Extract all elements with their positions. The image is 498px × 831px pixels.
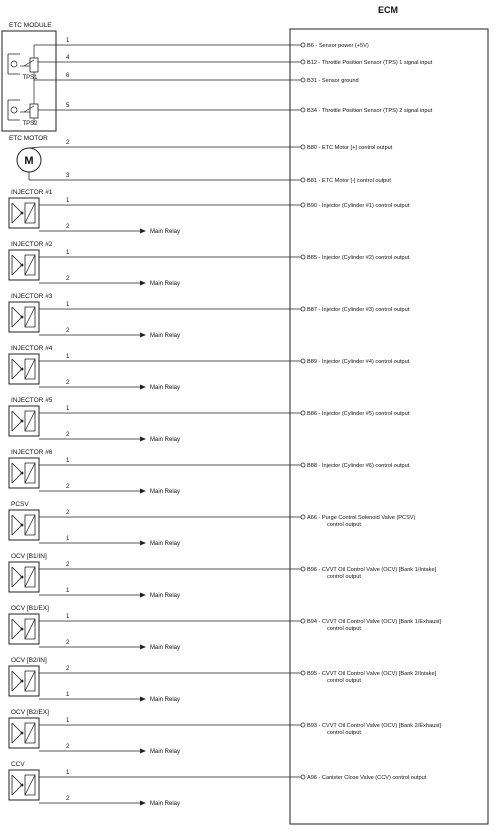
etc-pin: 4 bbox=[66, 55, 70, 61]
etc-module bbox=[2, 22, 433, 131]
solenoid-icon bbox=[9, 510, 39, 540]
ecm-pin-label-cont: control output bbox=[327, 730, 361, 736]
ecm-pin-label: B85 - Injector (Cylinder #2) control output bbox=[307, 255, 410, 261]
solenoid-icon bbox=[9, 250, 39, 280]
solenoid-components bbox=[9, 189, 442, 807]
component-10 bbox=[9, 657, 437, 703]
component-pin: 2 bbox=[66, 328, 70, 334]
component-pin: 1 bbox=[66, 536, 70, 542]
component-pin: 1 bbox=[66, 614, 70, 620]
component-pin: 1 bbox=[66, 198, 70, 204]
component-pin: 2 bbox=[66, 796, 70, 802]
ecm-pin-label: B89 - Injector (Cylinder #4) control output bbox=[307, 359, 410, 365]
component-title: OCV [B1/IN] bbox=[11, 553, 47, 560]
ecm-pin-label: B86 - Injector (Cylinder #5) control output bbox=[307, 411, 410, 417]
ecm-pin-label-cont: control output bbox=[327, 678, 361, 684]
etc-motor bbox=[9, 135, 393, 184]
component-title: INJECTOR #3 bbox=[11, 293, 53, 300]
etc-module-box bbox=[2, 31, 56, 131]
solenoid-icon bbox=[9, 770, 39, 800]
component-title: CCV bbox=[11, 761, 25, 768]
main-relay-label: Main Relay bbox=[150, 801, 181, 807]
etc-pin: 1 bbox=[66, 38, 70, 44]
ecm-pin-label: B93 - CVVT Oil Control Valve (OCV) [Bank 2/Exhaust] bbox=[307, 723, 442, 729]
component-pin: 1 bbox=[66, 692, 70, 698]
component-11 bbox=[9, 709, 442, 755]
component-title: INJECTOR #2 bbox=[11, 241, 53, 248]
component-pin: 1 bbox=[66, 302, 70, 308]
component-pin: 2 bbox=[66, 276, 70, 282]
component-4 bbox=[9, 345, 410, 391]
component-pin: 2 bbox=[66, 432, 70, 438]
component-9 bbox=[9, 605, 442, 651]
component-title: PCSV bbox=[11, 501, 29, 508]
component-3 bbox=[9, 293, 410, 339]
solenoid-icon bbox=[9, 718, 39, 748]
ecm-pin-label: B12 - Throttle Position Sensor (TPS) 1 signal input bbox=[307, 60, 433, 66]
ecm-pin-label: B95 - CVVT Oil Control Valve (OCV) [Bank 2/Intake] bbox=[307, 671, 437, 677]
main-relay-label: Main Relay bbox=[150, 333, 181, 339]
main-relay-label: Main Relay bbox=[150, 281, 181, 287]
component-title: OCV [B2/IN] bbox=[11, 657, 47, 664]
etc-motor-title: ETC MOTOR bbox=[9, 135, 48, 142]
main-relay-label: Main Relay bbox=[150, 437, 181, 443]
ecm-pin-label: B81 - ETC Motor [-] control output bbox=[307, 178, 391, 184]
component-title: OCV [B2/EX] bbox=[11, 709, 49, 716]
component-pin: 1 bbox=[66, 458, 70, 464]
tps2-sensor bbox=[8, 80, 56, 127]
tps1-label: TPS1 bbox=[22, 75, 38, 81]
solenoid-icon bbox=[9, 666, 39, 696]
component-pin: 1 bbox=[66, 406, 70, 412]
component-pin: 1 bbox=[66, 718, 70, 724]
etc-motor-pin: 3 bbox=[66, 173, 70, 179]
component-2 bbox=[9, 241, 410, 287]
component-title: INJECTOR #5 bbox=[11, 397, 53, 404]
solenoid-icon bbox=[9, 614, 39, 644]
etc-motor-pin: 2 bbox=[66, 140, 70, 146]
ecm-pin-label: B80 - ETC Motor [+] control output bbox=[307, 145, 393, 151]
ecm-title: ECM bbox=[378, 5, 398, 15]
ecm-pin-label-cont: control output bbox=[327, 522, 361, 528]
component-7 bbox=[9, 501, 416, 547]
component-1 bbox=[9, 189, 410, 235]
main-relay-label: Main Relay bbox=[150, 489, 181, 495]
motor-symbol: M bbox=[24, 155, 34, 167]
component-pin: 2 bbox=[66, 744, 70, 750]
etc-pin: 5 bbox=[66, 103, 70, 109]
solenoid-icon bbox=[9, 354, 39, 384]
etc-module-title: ETC MODULE bbox=[9, 22, 52, 29]
main-relay-label: Main Relay bbox=[150, 541, 181, 547]
component-title: INJECTOR #1 bbox=[11, 189, 53, 196]
solenoid-icon bbox=[9, 458, 39, 488]
solenoid-icon bbox=[9, 198, 39, 228]
tps1-sensor bbox=[8, 45, 56, 81]
component-pin: 2 bbox=[66, 666, 70, 672]
ecm-pin-label: B34 - Throttle Position Sensor (TPS) 2 signal input bbox=[307, 108, 433, 114]
component-pin: 1 bbox=[66, 588, 70, 594]
ecm-pin-label-cont: control output bbox=[327, 574, 361, 580]
component-pin: 2 bbox=[66, 562, 70, 568]
component-pin: 1 bbox=[66, 250, 70, 256]
main-relay-label: Main Relay bbox=[150, 229, 181, 235]
component-6 bbox=[9, 449, 410, 495]
component-title: INJECTOR #6 bbox=[11, 449, 53, 456]
component-pin: 2 bbox=[66, 224, 70, 230]
ecm-pin-label: A66 - Purge Control Solenoid Valve (PCSV) bbox=[307, 515, 416, 521]
etc-module-wires bbox=[56, 38, 433, 114]
ecm-pin-label: B88 - Injector (Cylinder #6) control output bbox=[307, 463, 410, 469]
component-5 bbox=[9, 397, 410, 443]
component-pin: 1 bbox=[66, 770, 70, 776]
component-8 bbox=[9, 553, 437, 599]
ecm-pin-label: A96 - Canister Close Valve (CCV) control output bbox=[307, 775, 427, 781]
ecm-pin-label: B6 - Sensor power (+5V) bbox=[307, 43, 369, 49]
solenoid-icon bbox=[9, 562, 39, 592]
main-relay-label: Main Relay bbox=[150, 385, 181, 391]
tps2-label: TPS2 bbox=[22, 121, 38, 127]
component-pin: 1 bbox=[66, 354, 70, 360]
component-pin: 2 bbox=[66, 380, 70, 386]
main-relay-label: Main Relay bbox=[150, 749, 181, 755]
solenoid-icon bbox=[9, 406, 39, 436]
component-pin: 2 bbox=[66, 484, 70, 490]
etc-pin: 6 bbox=[66, 73, 70, 79]
component-12 bbox=[9, 761, 427, 807]
main-relay-label: Main Relay bbox=[150, 593, 181, 599]
main-relay-label: Main Relay bbox=[150, 645, 181, 651]
main-relay-label: Main Relay bbox=[150, 697, 181, 703]
ecm-pin-label: B90 - Injector (Cylinder #1) control output bbox=[307, 203, 410, 209]
component-pin: 2 bbox=[66, 640, 70, 646]
component-pin: 2 bbox=[66, 510, 70, 516]
component-title: OCV [B1/EX] bbox=[11, 605, 49, 612]
ecm-pin-label: B87 - Injector (Cylinder #3) control output bbox=[307, 307, 410, 313]
ecm-pin-label: B94 - CVVT Oil Control Valve (OCV) [Bank 1/Exhaust] bbox=[307, 619, 442, 625]
ecm-pin-label: B31 - Sensor ground bbox=[307, 78, 359, 84]
solenoid-icon bbox=[9, 302, 39, 332]
ecm-pin-label-cont: control output bbox=[327, 626, 361, 632]
component-title: INJECTOR #4 bbox=[11, 345, 53, 352]
ecm-pin-label: B96 - CVVT Oil Control Valve (OCV) [Bank 1/Intake] bbox=[307, 567, 437, 573]
